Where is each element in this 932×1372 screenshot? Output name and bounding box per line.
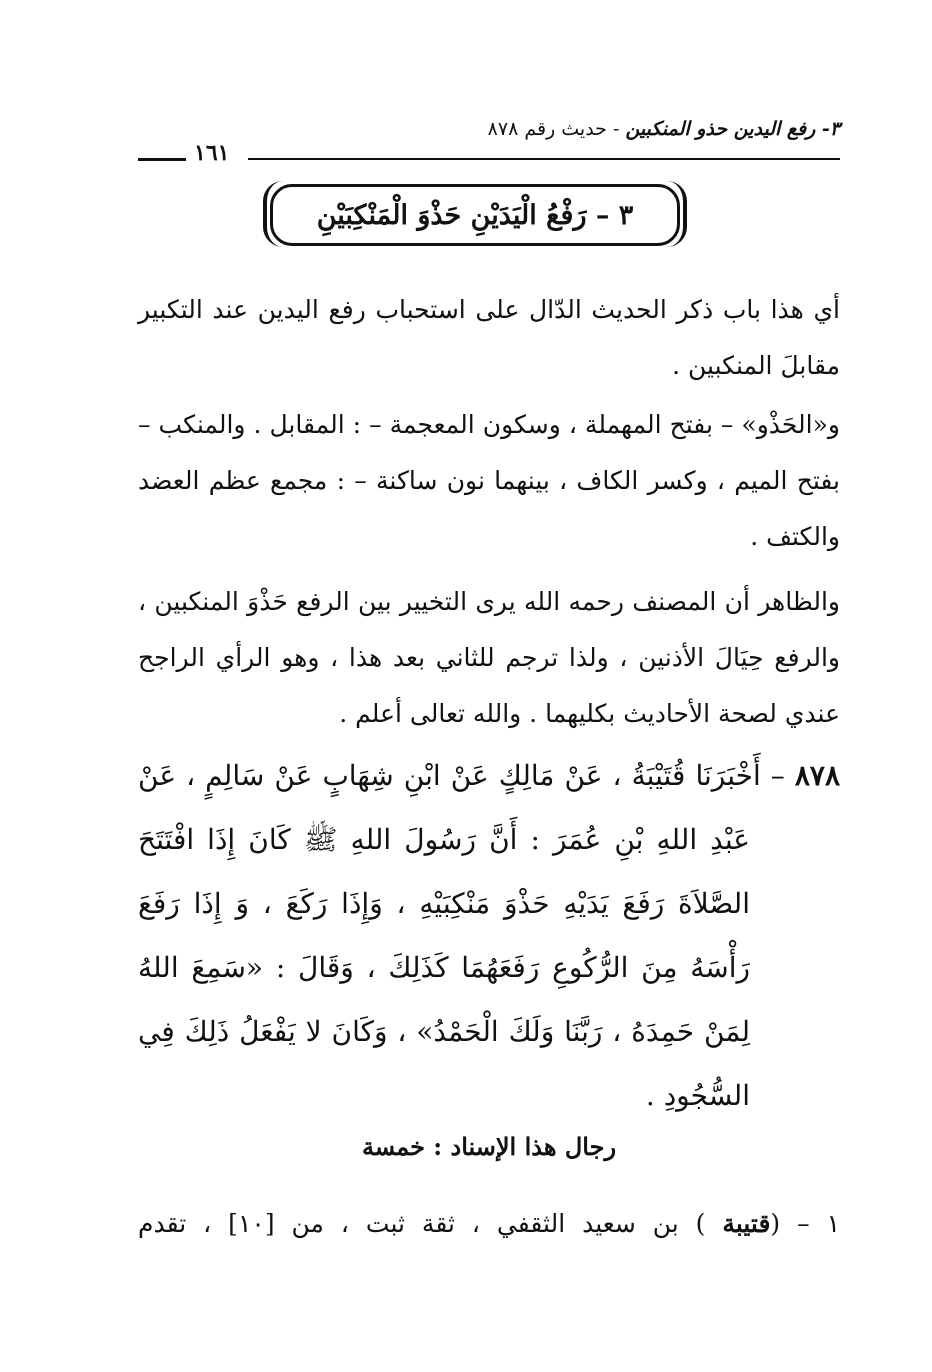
hadith-number: ٨٧٨ <box>794 759 840 792</box>
commentary-paragraph-3: والظاهر أن المصنف رحمه الله يرى التخيير بين الرفع حَذْوَ المنكبين ، والرفع حِيَالَ الأذنين ، ولذا ترجم للثاني بعد هذا ، وهو الرأي الراجح عندي لصحة الأحاديث بكليهما . والله تعالى أعلم . <box>138 587 840 728</box>
commentary-paragraph-2: و«الحَذْو» – بفتح المهملة ، وسكون المعجمة – : المقابل . والمنكب – بفتح الميم ، وكسر الكاف ، بينهما نون ساكنة – : مجمع عظم العضد والكتف . <box>138 410 840 551</box>
isnad-heading: رجال هذا الإسناد : خمسة <box>361 1132 617 1161</box>
header-rule <box>248 158 840 160</box>
hadith-first-line <box>138 744 840 808</box>
header-hadith-ref: - حديث رقم ٨٧٨ <box>487 118 620 140</box>
page-number-rule <box>138 158 186 161</box>
narrator-details: ) بن سعيد الثقفي ، ثقة ثبت ، من [١٠] ، تقدم <box>138 1209 706 1238</box>
narrator-number: ١ – ( <box>770 1209 841 1238</box>
narrator-name: قتيبة <box>722 1209 771 1238</box>
hadith-body: عَبْدِ اللهِ بْنِ عُمَرَ : أَنَّ رَسُولَ اللهِ ﷺ كَانَ إِذَا افْتَتَحَ الصَّلاَةَ رَفَعَ يَدَيْهِ حَذْوَ مَنْكِبَيْهِ ، وَإِذَا رَكَعَ ، وَ إِذَا رَفَعَ رَأْسَهُ مِنَ الرُّكُوعِ رَفَعَهُمَا كَذَلِكَ ، وَقَالَ : «سَمِعَ اللهُ لِمَنْ حَمِدَهُ ، رَبَّنَا وَلَكَ الْحَمْدُ» ، وَكَانَ لا يَفْعَلُ ذَلِكَ فِي السُّجُودِ . <box>138 823 751 1112</box>
running-header <box>138 118 840 166</box>
page-number: ١٦١ <box>194 140 230 166</box>
chapter-title-frame <box>270 184 680 246</box>
narrator-entry-1 <box>138 1196 840 1252</box>
commentary-paragraph-1: أي هذا باب ذكر الحديث الدّال على استحباب رفع اليدين عند التكبير مقابلَ المنكبين . <box>138 295 840 380</box>
hadith-chain-start: – أَخْبَرَنَا قُتَيْبَةُ ، عَنْ مَالِكٍ عَنْ ابْنِ شِهَابٍ عَنْ سَالِمٍ ، عَنْ <box>138 759 785 792</box>
running-header-title <box>488 118 840 140</box>
header-chapter-ref: ٣- رفع اليدين حذو المنكبين <box>625 118 840 140</box>
hadith-text <box>138 744 840 1128</box>
chapter-title: ٣ – رَفْعُ الْيَدَيْنِ حَذْوَ الْمَنْكِبَيْنِ <box>316 199 634 231</box>
